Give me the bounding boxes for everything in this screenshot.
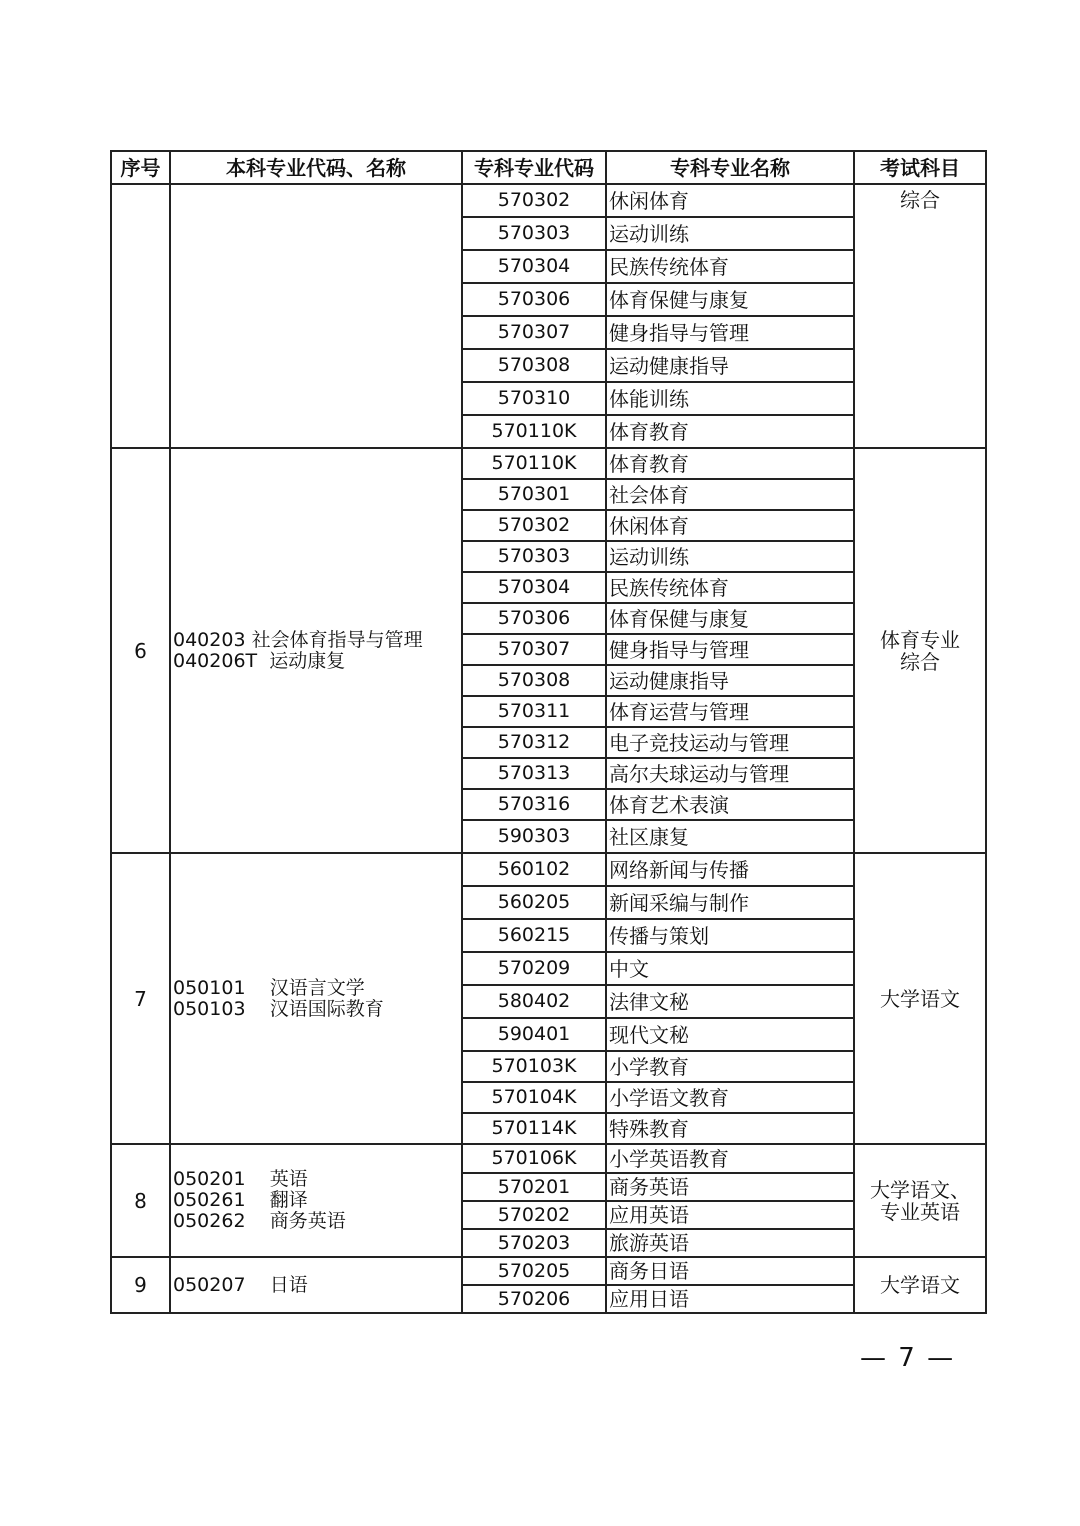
college-code-cell: 570302 xyxy=(462,510,606,541)
college-name-cell: 应用日语 xyxy=(606,1285,854,1313)
college-code-cell: 570110K xyxy=(462,448,606,479)
college-code-cell: 570302 xyxy=(462,184,606,217)
college-code-cell: 570206 xyxy=(462,1285,606,1313)
college-name-cell: 小学英语教育 xyxy=(606,1144,854,1173)
college-code-cell: 570306 xyxy=(462,603,606,634)
exam-subject-line: 大学语文 xyxy=(880,986,960,1011)
page-number: — 7 — xyxy=(860,1343,956,1373)
exam-subject-line: 专业英语 xyxy=(880,1199,960,1224)
college-code-cell: 570310 xyxy=(462,382,606,415)
college-code-cell: 570308 xyxy=(462,349,606,382)
college-code-cell: 570311 xyxy=(462,696,606,727)
college-name-cell: 旅游英语 xyxy=(606,1229,854,1257)
college-name-cell: 小学语文教育 xyxy=(606,1082,854,1113)
college-code-cell: 570205 xyxy=(462,1257,606,1285)
exam-subject-cell xyxy=(854,448,986,853)
college-name-cell: 新闻采编与制作 xyxy=(606,886,854,919)
college-code-cell: 570201 xyxy=(462,1173,606,1201)
college-name-cell: 商务日语 xyxy=(606,1257,854,1285)
college-code-cell: 560215 xyxy=(462,919,606,952)
college-code-cell: 570103K xyxy=(462,1051,606,1082)
college-name-cell: 高尔夫球运动与管理 xyxy=(606,758,854,789)
college-code-cell: 570304 xyxy=(462,572,606,603)
college-name-cell: 电子竞技运动与管理 xyxy=(606,727,854,758)
college-code-cell: 570209 xyxy=(462,952,606,985)
college-name-cell: 法律文秘 xyxy=(606,985,854,1018)
undergrad-major-line: 050261 翻译 xyxy=(173,1189,308,1212)
college-name-cell: 特殊教育 xyxy=(606,1113,854,1144)
header-name: 专科专业名称 xyxy=(606,151,854,184)
college-code-cell: 560102 xyxy=(462,853,606,886)
table-row xyxy=(111,853,986,886)
college-name-cell: 社区康复 xyxy=(606,820,854,853)
college-code-cell: 570308 xyxy=(462,665,606,696)
table-row xyxy=(111,1144,986,1173)
seq-cell: 8 xyxy=(111,1144,170,1257)
undergrad-major-line: 040203 社会体育指导与管理 xyxy=(173,628,423,651)
seq-cell xyxy=(111,184,170,448)
college-name-cell: 体育艺术表演 xyxy=(606,789,854,820)
table-header-row xyxy=(111,151,986,184)
college-code-cell: 570104K xyxy=(462,1082,606,1113)
exam-subject-cell xyxy=(854,1257,986,1313)
undergrad-major-cell xyxy=(170,448,462,853)
undergrad-major-cell xyxy=(170,184,462,448)
undergrad-major-cell xyxy=(170,1257,462,1313)
college-code-cell: 570313 xyxy=(462,758,606,789)
college-name-cell: 运动健康指导 xyxy=(606,665,854,696)
undergrad-major-line: 050103 汉语国际教育 xyxy=(173,997,384,1020)
college-code-cell: 570202 xyxy=(462,1201,606,1229)
seq-cell: 9 xyxy=(111,1257,170,1313)
college-name-cell: 民族传统体育 xyxy=(606,250,854,283)
college-name-cell: 网络新闻与传播 xyxy=(606,853,854,886)
college-code-cell: 570306 xyxy=(462,283,606,316)
college-code-cell: 570203 xyxy=(462,1229,606,1257)
college-name-cell: 小学教育 xyxy=(606,1051,854,1082)
college-name-cell: 应用英语 xyxy=(606,1201,854,1229)
exam-subject-cell xyxy=(854,1144,986,1257)
college-name-cell: 现代文秘 xyxy=(606,1018,854,1051)
table-body xyxy=(111,184,986,1313)
undergrad-major-line: 050101 汉语言文学 xyxy=(173,976,365,999)
header-exam: 考试科目 xyxy=(854,151,986,184)
exam-subject-line: 大学语文、 xyxy=(870,1177,970,1202)
college-name-cell: 体能训练 xyxy=(606,382,854,415)
major-mapping-table xyxy=(110,150,987,1314)
undergrad-major-cell xyxy=(170,1144,462,1257)
college-code-cell: 580402 xyxy=(462,985,606,1018)
college-code-cell: 570106K xyxy=(462,1144,606,1173)
undergrad-major-line: 050207 日语 xyxy=(173,1273,308,1296)
college-name-cell: 体育教育 xyxy=(606,448,854,479)
college-code-cell: 570312 xyxy=(462,727,606,758)
college-name-cell: 商务英语 xyxy=(606,1173,854,1201)
exam-subject-line: 综合 xyxy=(900,188,940,212)
college-code-cell: 570114K xyxy=(462,1113,606,1144)
college-code-cell: 570307 xyxy=(462,634,606,665)
table-row xyxy=(111,1257,986,1285)
college-name-cell: 民族传统体育 xyxy=(606,572,854,603)
exam-subject-line: 综合 xyxy=(900,649,940,674)
table-row xyxy=(111,184,986,217)
table-row xyxy=(111,448,986,479)
college-name-cell: 体育保健与康复 xyxy=(606,603,854,634)
college-code-cell: 590303 xyxy=(462,820,606,853)
college-name-cell: 体育教育 xyxy=(606,415,854,448)
undergrad-major-line: 040206T 运动康复 xyxy=(173,649,346,672)
college-code-cell: 570303 xyxy=(462,541,606,572)
exam-subject-line: 体育专业 xyxy=(880,627,960,652)
header-code: 专科专业代码 xyxy=(462,151,606,184)
college-name-cell: 运动健康指导 xyxy=(606,349,854,382)
college-code-cell: 570316 xyxy=(462,789,606,820)
college-code-cell: 570301 xyxy=(462,479,606,510)
college-code-cell: 570307 xyxy=(462,316,606,349)
college-code-cell: 570304 xyxy=(462,250,606,283)
undergrad-major-line: 050262 商务英语 xyxy=(173,1209,346,1232)
college-name-cell: 运动训练 xyxy=(606,541,854,572)
header-undergrad: 本科专业代码、名称 xyxy=(170,151,462,184)
college-code-cell: 570303 xyxy=(462,217,606,250)
header-seq: 序号 xyxy=(111,151,170,184)
college-name-cell: 运动训练 xyxy=(606,217,854,250)
college-code-cell: 560205 xyxy=(462,886,606,919)
exam-subject-cell xyxy=(854,853,986,1144)
seq-cell: 7 xyxy=(111,853,170,1144)
college-name-cell: 健身指导与管理 xyxy=(606,316,854,349)
exam-subject-cell xyxy=(854,184,986,448)
seq-cell: 6 xyxy=(111,448,170,853)
college-code-cell: 590401 xyxy=(462,1018,606,1051)
college-name-cell: 传播与策划 xyxy=(606,919,854,952)
undergrad-major-cell xyxy=(170,853,462,1144)
college-code-cell: 570110K xyxy=(462,415,606,448)
college-name-cell: 中文 xyxy=(606,952,854,985)
college-name-cell: 社会体育 xyxy=(606,479,854,510)
college-name-cell: 体育保健与康复 xyxy=(606,283,854,316)
college-name-cell: 休闲体育 xyxy=(606,510,854,541)
college-name-cell: 体育运营与管理 xyxy=(606,696,854,727)
undergrad-major-line: 050201 英语 xyxy=(173,1168,308,1191)
exam-subject-line: 大学语文 xyxy=(880,1273,960,1297)
college-name-cell: 休闲体育 xyxy=(606,184,854,217)
college-name-cell: 健身指导与管理 xyxy=(606,634,854,665)
